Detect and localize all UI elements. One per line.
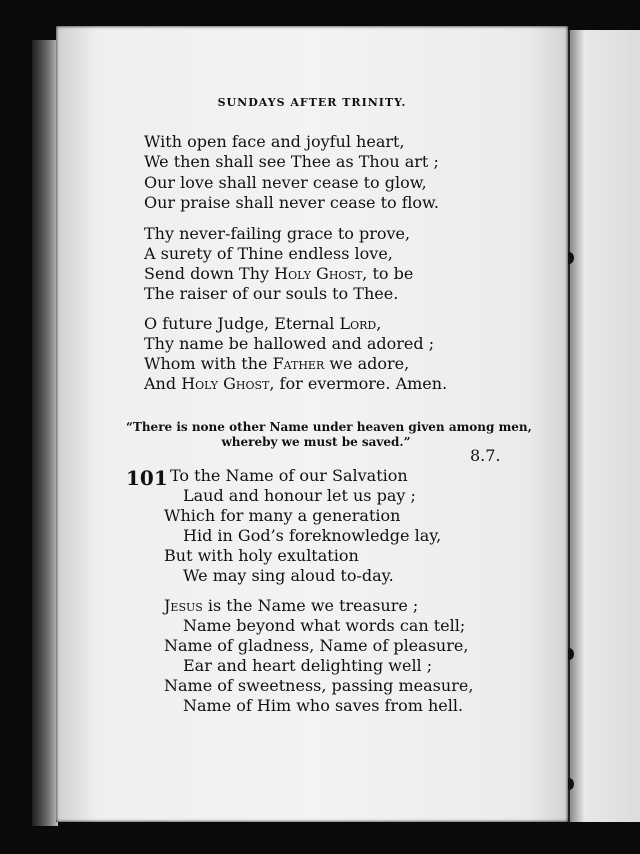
small-caps-name: Lord, xyxy=(339,314,382,333)
verse-text: to be xyxy=(367,264,414,283)
verse-text: O future Judge, Eternal xyxy=(144,314,340,333)
verse-line: Our love shall never cease to glow, xyxy=(144,173,427,192)
epigraph-line: “There is none other Name under heaven given among men, xyxy=(126,420,532,434)
left-page-edge xyxy=(32,40,58,826)
verse-line xyxy=(164,596,418,616)
verse-line: We then shall see Thee as Thou art ; xyxy=(144,152,439,171)
small-caps-name: Holy Ghost, xyxy=(274,264,368,283)
verse-line: Name of Him who saves from hell. xyxy=(183,696,464,715)
epigraph-line: whereby we must be saved.” xyxy=(221,435,411,449)
verse-line: Name of sweetness, passing measure, xyxy=(164,676,474,695)
verse-line: A surety of Thine endless love, xyxy=(144,244,393,263)
small-caps-name: Father xyxy=(272,354,325,373)
verse-line: We may sing aloud to-day. xyxy=(183,566,394,585)
small-caps-name: Jesus xyxy=(164,596,203,615)
verse-text: we adore, xyxy=(324,354,410,373)
verse-line: Name of gladness, Name of pleasure, xyxy=(164,636,469,655)
verse-text: Whom with the xyxy=(144,354,273,373)
hymn-meter: 8.7. xyxy=(470,446,501,465)
verse-line: But with holy exultation xyxy=(164,546,359,565)
verse-text: for evermore. Amen. xyxy=(274,374,448,393)
small-caps-name: Holy Ghost, xyxy=(181,374,275,393)
verse-line: Thy never-failing grace to prove, xyxy=(144,224,411,243)
verse-line: Our praise shall never cease to flow. xyxy=(144,193,439,212)
book-page xyxy=(56,26,568,822)
facing-page-edge xyxy=(568,30,640,822)
verse-line: Hid in God’s foreknowledge lay, xyxy=(183,526,442,545)
verse-line: Thy name be hallowed and adored ; xyxy=(144,334,435,353)
verse-line: Name beyond what words can tell; xyxy=(183,616,466,635)
verse-text: And xyxy=(144,374,182,393)
verse-line xyxy=(144,354,409,374)
verse-line xyxy=(144,374,447,394)
verse-line: The raiser of our souls to Thee. xyxy=(144,284,399,303)
verse-text: Send down Thy xyxy=(144,264,275,283)
verse-line xyxy=(144,314,381,334)
verse-text: is the Name we treasure ; xyxy=(202,596,419,615)
verse-line: Which for many a generation xyxy=(164,506,401,525)
verse-line: Laud and honour let us pay ; xyxy=(183,486,416,505)
verse-line: Ear and heart delighting well ; xyxy=(183,656,433,675)
hymn-number: 101 xyxy=(126,466,168,490)
verse-line: To the Name of our Salvation xyxy=(170,466,408,485)
running-head: SUNDAYS AFTER TRINITY. xyxy=(217,96,407,109)
verse-line: With open face and joyful heart, xyxy=(144,132,405,151)
verse-line xyxy=(144,264,413,284)
